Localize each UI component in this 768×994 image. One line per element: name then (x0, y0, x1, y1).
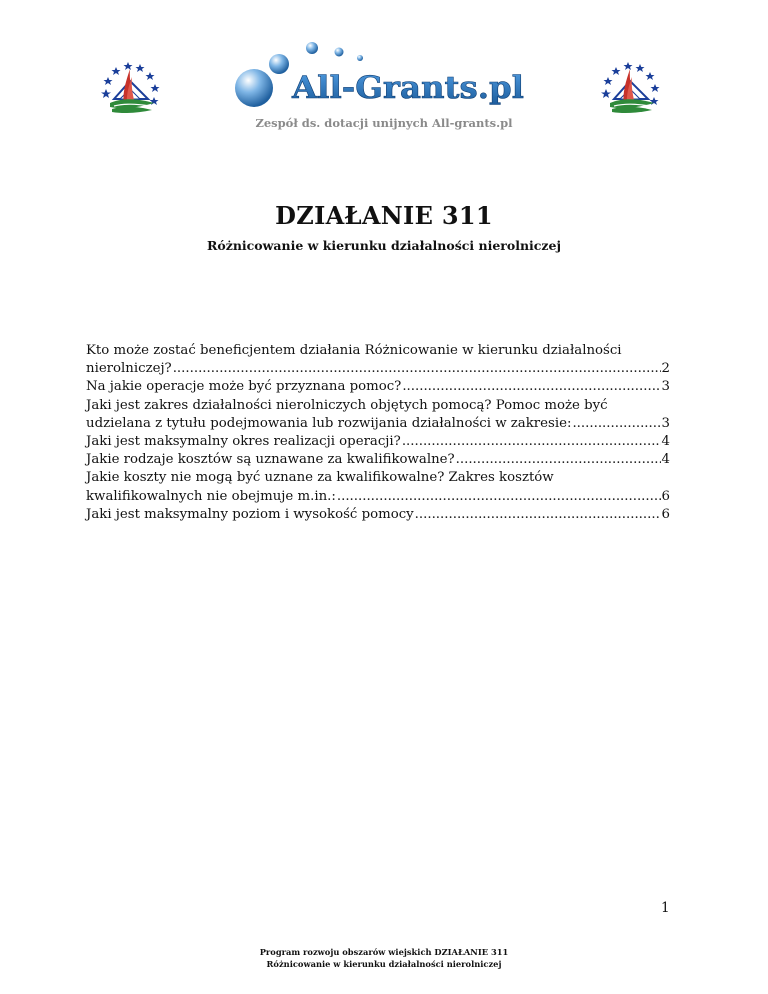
toc-entry-beneficiary[interactable] (86, 342, 670, 378)
footer-line: Program rozwoju obszarów wiejskich DZIAŁANIE 311 (259, 947, 509, 957)
page-number: 1 (661, 900, 670, 916)
document-title: DZIAŁANIE 311 (275, 201, 493, 230)
toc-leader-dots (402, 433, 661, 451)
page-footer (0, 946, 768, 970)
footer-line: Różnicowanie w kierunku działalności nierolniczej (266, 959, 502, 969)
toc-leader-dots (337, 488, 661, 506)
toc-page-number: 3 (661, 379, 670, 395)
toc-entry-eligible-costs[interactable] (86, 451, 670, 469)
logo-text: All-Grants.pl (290, 70, 524, 106)
toc-entry-text: Kto może zostać beneficjentem działania Różnicowanie w kierunku działalności (86, 343, 622, 358)
toc-page-number: 3 (661, 415, 670, 431)
team-line: Zespół ds. dotacji unijnych All-grants.pl (255, 116, 513, 130)
toc-page-number: 6 (661, 506, 670, 522)
toc-entry-text: nierolniczej? (86, 361, 172, 377)
toc-leader-dots (415, 506, 661, 524)
document-subtitle: Różnicowanie w kierunku działalności nierolniczej (207, 238, 561, 253)
toc-entry-scope[interactable] (86, 397, 670, 433)
toc-entry-text: Jaki jest maksymalny okres realizacji operacji? (86, 434, 401, 450)
toc-entry-text: Jaki jest maksymalny poziom i wysokość pomocy (86, 506, 414, 522)
toc-entry-text: kwalifikowalnych nie obejmuje m.in.: (86, 488, 336, 504)
toc-entry-aid-level[interactable] (86, 506, 670, 524)
toc-leader-dots (572, 415, 660, 433)
all-grants-logo (232, 38, 532, 112)
toc-entry-text: Jakie rodzaje kosztów są uznawane za kwalifikowalne? (86, 452, 455, 468)
toc-entry-period[interactable] (86, 433, 670, 451)
toc-leader-dots (456, 451, 661, 469)
toc-entry-text: udzielana z tytułu podejmowania lub rozwijania działalności w zakresie: (86, 415, 572, 431)
toc-page-number: 4 (661, 434, 670, 450)
toc-entry-ineligible-costs[interactable] (86, 469, 670, 505)
toc-entry-text: Na jakie operacje może być przyznana pomoc? (86, 379, 402, 395)
toc-page-number: 6 (661, 488, 670, 504)
toc-entry-text: Jakie koszty nie mogą być uznane za kwalifikowalne? Zakres kosztów (86, 470, 554, 486)
toc-page-number: 4 (661, 452, 670, 468)
eu-rural-emblem-icon (96, 55, 166, 117)
table-of-contents (86, 342, 670, 524)
eu-rural-emblem-icon (596, 55, 666, 117)
toc-entry-text: Jaki jest zakres działalności nierolniczych objętych pomocą? Pomoc może być (86, 397, 608, 413)
toc-entry-operations[interactable] (86, 378, 670, 396)
toc-leader-dots (402, 378, 660, 396)
toc-page-number: 2 (661, 361, 670, 377)
toc-leader-dots (173, 360, 661, 378)
